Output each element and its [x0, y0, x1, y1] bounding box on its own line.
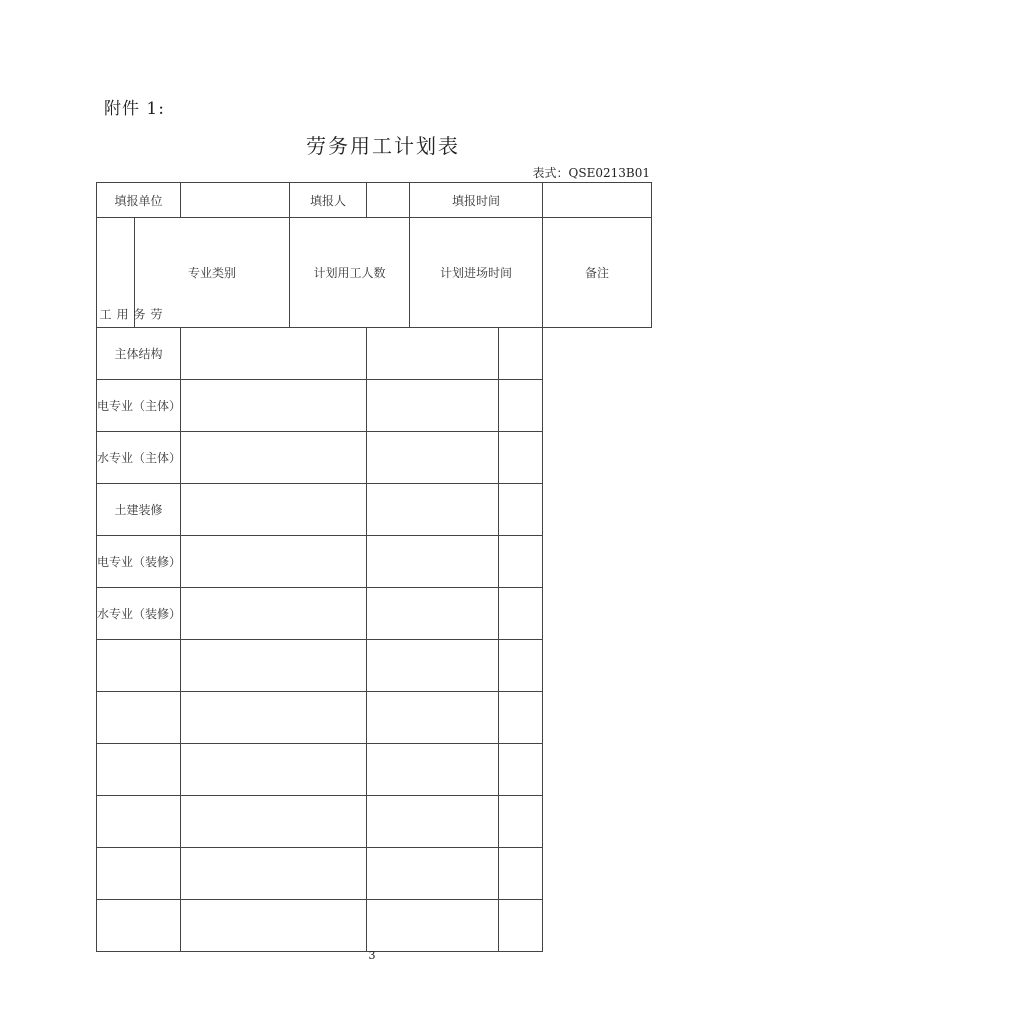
category-cell	[97, 640, 181, 692]
category-cell: 土建装修	[97, 484, 181, 536]
table-row	[97, 536, 652, 588]
labor-plan-table	[96, 182, 652, 952]
note-cell[interactable]	[499, 900, 543, 952]
date-cell[interactable]	[367, 432, 499, 484]
count-cell[interactable]	[181, 380, 367, 432]
filler-label: 填报人	[290, 183, 367, 218]
time-label: 填报时间	[410, 183, 543, 218]
date-cell[interactable]	[367, 900, 499, 952]
column-header-note: 备注	[543, 218, 652, 328]
category-cell	[97, 692, 181, 744]
date-cell[interactable]	[367, 536, 499, 588]
page-number: 3	[368, 949, 376, 962]
count-cell[interactable]	[181, 744, 367, 796]
count-cell[interactable]	[181, 692, 367, 744]
category-cell	[97, 796, 181, 848]
note-cell[interactable]	[499, 796, 543, 848]
table-row	[97, 900, 652, 952]
column-header-count: 计划用工人数	[290, 218, 410, 328]
note-cell[interactable]	[499, 744, 543, 796]
count-cell[interactable]	[181, 588, 367, 640]
table-row	[97, 432, 652, 484]
category-cell: 电专业（主体）	[97, 380, 181, 432]
unit-label: 填报单位	[97, 183, 181, 218]
category-cell	[97, 900, 181, 952]
date-cell[interactable]	[367, 796, 499, 848]
table-row	[97, 484, 652, 536]
table-row	[97, 692, 652, 744]
table-row	[97, 640, 652, 692]
header-row	[97, 183, 652, 218]
table-row	[97, 328, 652, 380]
table-row	[97, 380, 652, 432]
table-row	[97, 744, 652, 796]
category-cell	[97, 744, 181, 796]
note-cell[interactable]	[499, 640, 543, 692]
table-row	[97, 848, 652, 900]
count-cell[interactable]	[181, 900, 367, 952]
category-cell: 水专业（主体）	[97, 432, 181, 484]
date-cell[interactable]	[367, 484, 499, 536]
date-cell[interactable]	[367, 848, 499, 900]
note-cell[interactable]	[499, 536, 543, 588]
count-cell[interactable]	[181, 848, 367, 900]
column-header-category: 专业类别	[135, 218, 290, 328]
column-header-date: 计划进场时间	[410, 218, 543, 328]
note-cell[interactable]	[499, 848, 543, 900]
note-cell[interactable]	[499, 484, 543, 536]
date-cell[interactable]	[367, 640, 499, 692]
table-row	[97, 796, 652, 848]
note-cell[interactable]	[499, 432, 543, 484]
count-cell[interactable]	[181, 536, 367, 588]
date-cell[interactable]	[367, 692, 499, 744]
count-cell[interactable]	[181, 640, 367, 692]
note-cell[interactable]	[499, 380, 543, 432]
side-label-cell	[97, 218, 163, 328]
date-cell[interactable]	[367, 328, 499, 380]
category-cell: 主体结构	[97, 328, 181, 380]
note-cell[interactable]	[499, 328, 543, 380]
side-label: 劳务用工	[98, 308, 163, 324]
count-cell[interactable]	[181, 484, 367, 536]
category-cell	[97, 848, 181, 900]
count-cell[interactable]	[181, 328, 367, 380]
form-title: 劳务用工计划表	[306, 134, 460, 158]
category-cell: 水专业（装修）	[97, 588, 181, 640]
date-cell[interactable]	[367, 744, 499, 796]
unit-field[interactable]	[181, 183, 290, 218]
note-cell[interactable]	[499, 588, 543, 640]
column-header-row	[97, 218, 652, 328]
form-code: 表式：QSE0213B01	[532, 166, 650, 180]
date-cell[interactable]	[367, 380, 499, 432]
filler-field[interactable]	[367, 183, 410, 218]
date-cell[interactable]	[367, 588, 499, 640]
note-cell[interactable]	[499, 692, 543, 744]
time-field[interactable]	[543, 183, 652, 218]
category-cell: 电专业（装修）	[97, 536, 181, 588]
count-cell[interactable]	[181, 796, 367, 848]
table-body	[97, 328, 652, 952]
table-row	[97, 588, 652, 640]
count-cell[interactable]	[181, 432, 367, 484]
attachment-label: 附件 1:	[104, 99, 165, 119]
